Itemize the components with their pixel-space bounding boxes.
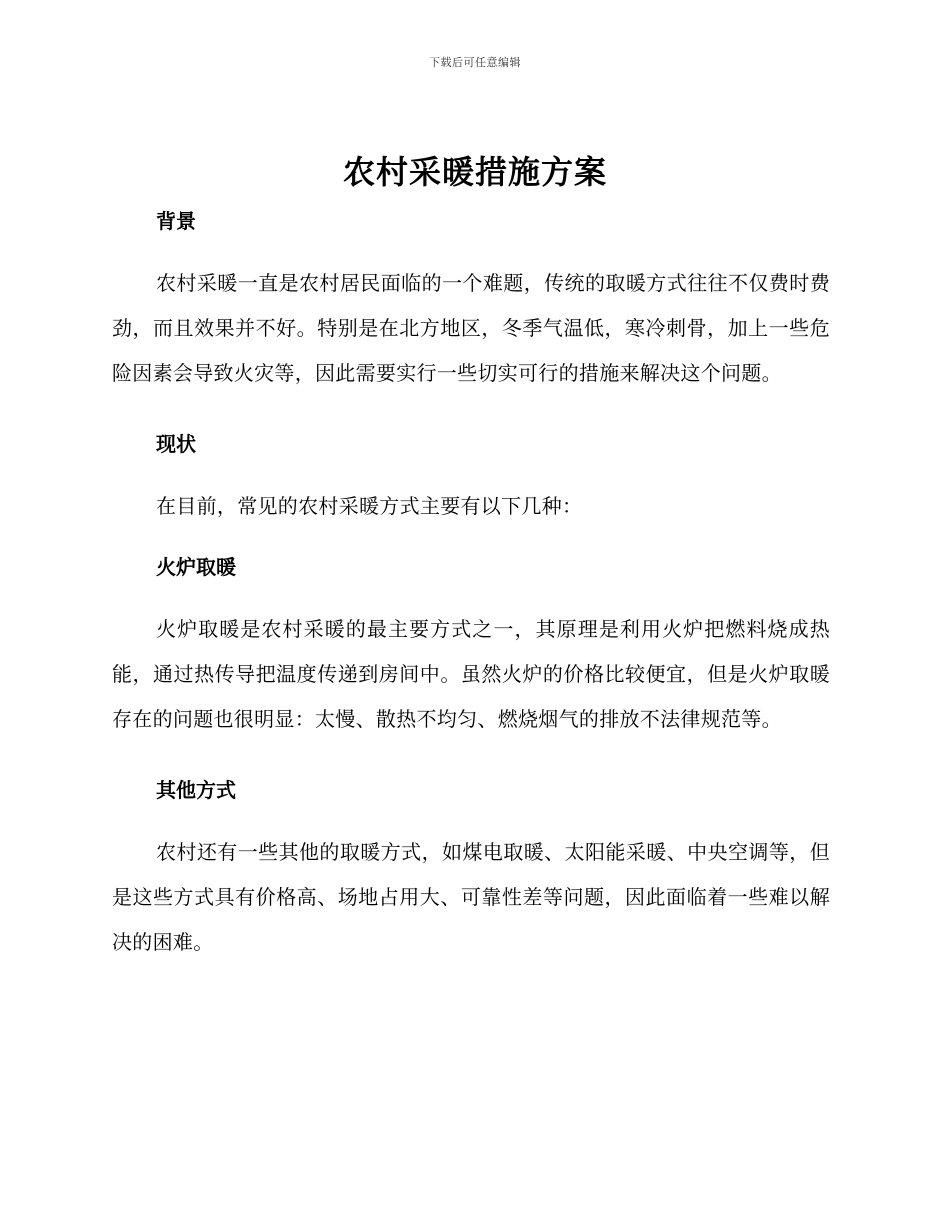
section-heading-stove-heating: 火炉取暖 xyxy=(156,555,236,579)
section-paragraph-other-methods: 农村还有一些其他的取暖方式，如煤电取暖、太阳能采暖、中央空调等，但是这些方式具有价格高、场地占用大、可靠性差等问题，因此面临着一些难以解决的困难。 xyxy=(112,840,830,954)
section-heading-other-methods: 其他方式 xyxy=(156,778,236,802)
section-paragraph-current-status: 在目前，常见的农村采暖方式主要有以下几种： xyxy=(156,494,583,518)
document-title: 农村采暖措施方案 xyxy=(342,153,607,191)
section-heading-current-status: 现状 xyxy=(156,432,196,456)
document-body xyxy=(112,206,830,965)
section-heading-background: 背景 xyxy=(156,209,196,233)
section-paragraph-stove-heating: 火炉取暖是农村采暖的最主要方式之一，其原理是利用火炉把燃料烧成热能，通过热传导把温度传递到房间中。虽然火炉的价格比较便宜，但是火炉取暖存在的问题也很明显：太慢、散热不均匀、燃烧烟气的排放不法律规范等。 xyxy=(112,617,830,731)
section-paragraph-background: 农村采暖一直是农村居民面临的一个难题，传统的取暖方式往往不仅费时费劲，而且效果并不好。特别是在北方地区，冬季气温低，寒冷刺骨，加上一些危险因素会导致火灾等，因此需要实行一些切实可行的措施来解决这个问题。 xyxy=(112,271,830,385)
page-header-note: 下载后可任意编辑 xyxy=(429,56,521,69)
